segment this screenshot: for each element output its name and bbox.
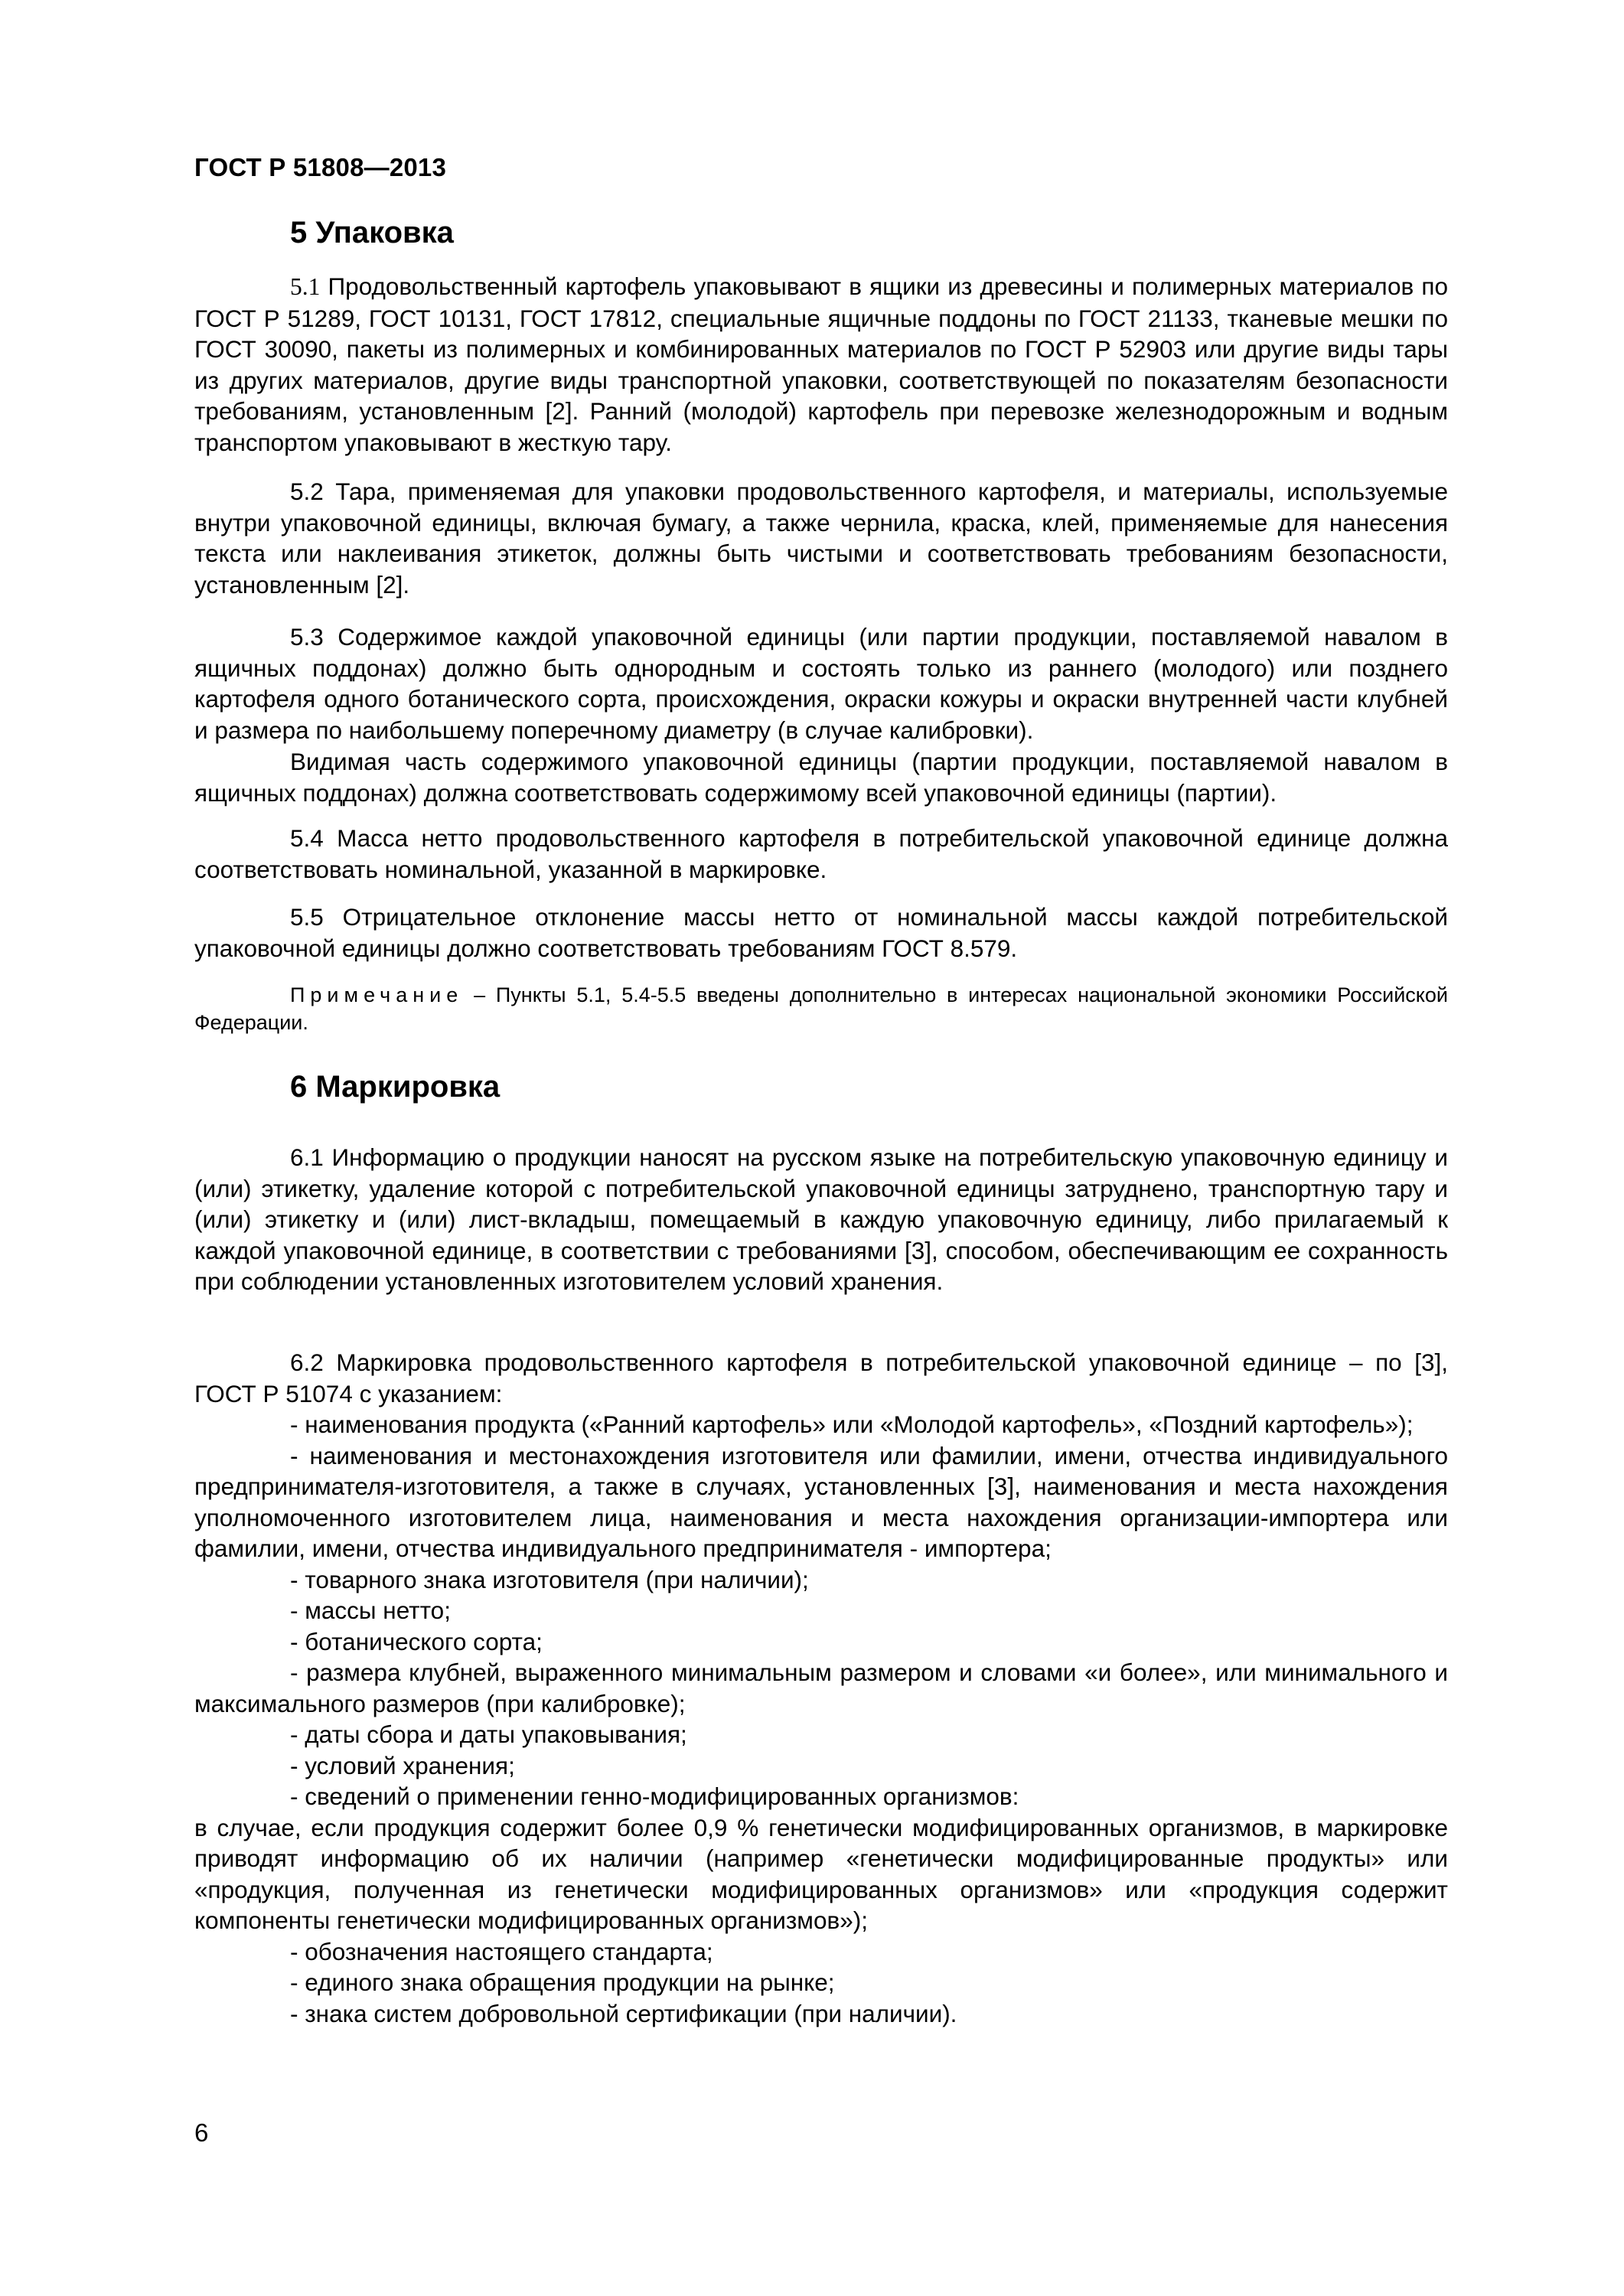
section-5-title: 5 Упаковка [290, 216, 454, 249]
page-number: 6 [194, 2118, 209, 2147]
list-item: - массы нетто; [290, 1596, 451, 1624]
list-item: - наименования продукта («Ранний картофель» или «Молодой картофель», «Поздний картофель»); [290, 1411, 1414, 1438]
paragraph-5-3-visible-part: Видимая часть содержимого упаковочной единицы (партии продукции, поставляемой навалом в ящичных поддонах) должна соответствовать содержимому всей упаковочной единицы (партии). [194, 748, 1448, 807]
gmo-paragraph: в случае, если продукция содержит более 0,9 % генетически модифицированных организмов, в маркировке приводят информацию об их наличии (например «генетически модифицированные продукты» или «продукция, полученная из генетически модифицированных организмов» или «продукция содержит компоненты генетически модифицированных организмов»); [194, 1813, 1448, 1934]
paragraph-5-5: 5.5 Отрицательное отклонение массы нетто от номинальной массы каждой потребительской упаковочной единицы должно соответствовать требованиям ГОСТ 8.579. [194, 903, 1448, 962]
list-item: - товарного знака изготовителя (при наличии); [290, 1565, 809, 1593]
note-label: Примечание [290, 983, 464, 1006]
list-item: - размера клубней, выраженного минимальным размером и словами «и более», или минимального и максимального размеров (при калибровке); [194, 1658, 1448, 1717]
list-item: - условий хранения; [290, 1751, 515, 1779]
paragraph-6-1: 6.1 Информацию о продукции наносят на русском языке на потребительскую упаковочную единицу и (или) этикетку, удаление которой с потребительской упаковочной единицы затруднено, транспортную тару и (или) этикетку и (или) лист-вкладыш, помещаемый в каждую упаковочную единицу, либо прилагаемый к каждой упаковочной единице, в соответствии с требованиями [3], способом, обеспечивающим ее сохранность при соблюдении установленных изготовителем условий хранения. [194, 1143, 1448, 1295]
section-6-title: 6 Маркировка [290, 1070, 501, 1104]
list-item: - обозначения настоящего стандарта; [290, 1937, 713, 1965]
paragraph-5-1 [194, 271, 1448, 458]
list-item: - единого знака обращения продукции на рынке; [290, 1968, 835, 1996]
list-item: - ботанического сорта; [290, 1627, 543, 1655]
note-section-5 [194, 981, 1448, 1036]
list-item: - знака систем добровольной сертификации (при наличии). [290, 1999, 957, 2027]
paragraph-5-1-text: Продовольственный картофель упаковывают в ящики из древесины и полимерных материалов по ГОСТ Р 51289, ГОСТ 10131, ГОСТ 17812, специальные ящичные поддоны по ГОСТ 21133, тканевые мешки по ГОСТ 30090, пакеты из полимерных и комбинированных материалов по ГОСТ Р 52903 или другие виды тары из других материалов, другие виды транспортной упаковки, соответствующей по показателям безопасности требованиям, установленным [2]. Ранний (молодой) картофель при перевозке железнодорожным и водным транспортом упаковывают в жесткую тару. [194, 272, 1448, 456]
list-item: - даты сбора и даты упаковывания; [290, 1720, 687, 1748]
paragraph-6-2: 6.2 Маркировка продовольственного картофеля в потребительской упаковочной единице – по [3], ГОСТ Р 51074 с указанием: [194, 1349, 1448, 1407]
list-item: - наименования и местонахождения изготовителя или фамилии, имени, отчества индивидуального предпринимателя-изготовителя, а также в случаях, установленных [3], наименования и места нахождения уполномоченного изготовителем лица, наименования и места нахождения организации-импортера или фамилии, имени, отчества индивидуального предпринимателя - импортера; [194, 1441, 1448, 1562]
paragraph-5-3: 5.3 Содержимое каждой упаковочной единицы (или партии продукции, поставляемой навалом в ящичных поддонах) должно быть однородным и состоять только из раннего (молодого) или позднего картофеля одного ботанического сорта, происхождения, окраски кожуры и окраски внутренней части клубней и размера по наибольшему поперечному диаметру (в случае калибровки). [194, 623, 1448, 744]
document-code-header: ГОСТ Р 51808—2013 [194, 153, 447, 181]
paragraph-5-4: 5.4 Масса нетто продовольственного картофеля в потребительской упаковочной единице должна соответствовать номинальной, указанной в маркировке. [194, 824, 1448, 883]
note-text: – Пункты 5.1, 5.4-5.5 введены дополнительно в интересах национальной экономики Российской Федерации. [194, 983, 1448, 1034]
paragraph-5-2: 5.2 Тара, применяемая для упаковки продовольственного картофеля, и материалы, используемые внутри упаковочной единицы, включая бумагу, а также чернила, краска, клей, применяемые для нанесения текста или наклеивания этикеток, должны быть чистыми и соответствовать требованиям безопасности, установленным [2]. [194, 478, 1448, 598]
list-item: - сведений о применении генно-модифицированных организмов: [290, 1782, 1019, 1810]
paragraph-5-1-number: 5.1 [290, 273, 321, 300]
marking-requirements-list [194, 1409, 1448, 2029]
